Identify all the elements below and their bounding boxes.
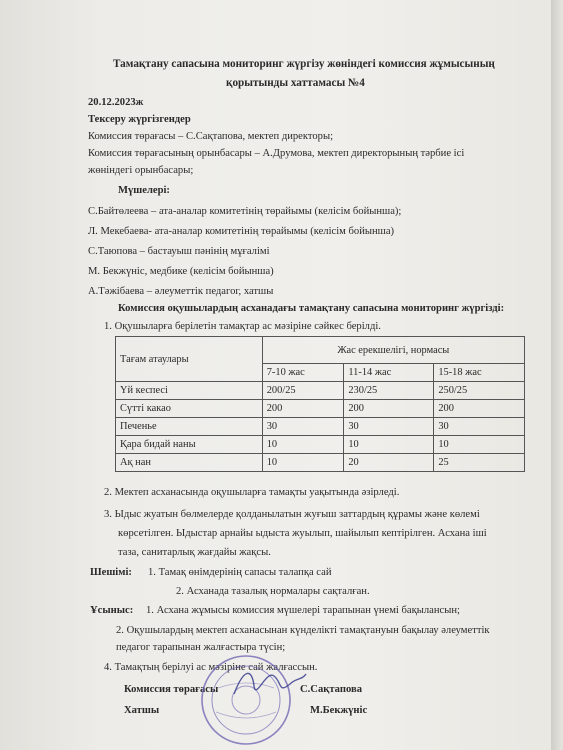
signature-chair-label: Комиссия төрағасы — [124, 684, 219, 695]
list-item-3-line-1: 3. Ыдыс жуатын бөлмелерде қолданылатын жуғыш заттардың құрамы және көлемі — [104, 509, 480, 520]
list-item-3-line-2: көрсетілген. Ыдыстар арнайы ыдыста жуылып, шайылып кептірілген. Асхана іші — [118, 528, 487, 539]
list-item-3-line-3: таза, санитарлық жағдайы жақсы. — [118, 547, 271, 558]
norm-cell: 30 — [344, 418, 434, 436]
norm-cell: 10 — [262, 454, 344, 472]
dish-name-cell: Үй кеспесі — [116, 382, 263, 400]
dish-name-cell: Сүтті какао — [116, 400, 263, 418]
proposal-item-2-line-2: педагог тарапынан жалғастыра түсін; — [116, 642, 286, 653]
age-group-cell: 7-10 жас — [262, 364, 344, 382]
list-item-1: 1. Оқушыларға берілетін тамақтар ас мәзіріне сәйкес берілді. — [104, 321, 381, 332]
list-item-2: 2. Мектеп асханасында оқушыларға тамақты уақытында әзірледі. — [104, 487, 400, 498]
norm-cell: 10 — [344, 436, 434, 454]
norm-cell: 10 — [434, 436, 525, 454]
table-header-row — [116, 337, 525, 364]
protocol-date: 20.12.2023ж — [88, 97, 144, 108]
norm-cell: 200 — [344, 400, 434, 418]
signature-secretary-label: Хатшы — [124, 705, 160, 716]
age-group-cell: 15-18 жас — [434, 364, 525, 382]
age-group-cell: 11-14 жас — [344, 364, 434, 382]
norm-cell: 30 — [434, 418, 525, 436]
proposal-item-2-line-1: 2. Оқушылардың мектеп асханасынан күнделікті тамақтануын бақылау әлеуметтік — [116, 625, 490, 636]
inspectors-heading: Тексеру жүргізгендер — [88, 114, 191, 125]
table-row — [116, 382, 525, 400]
decision-label: Шешімі: — [90, 567, 132, 578]
deputy-line-1: Комиссия төрағасының орынбасары – А.Друмова, мектеп директорының тәрбие ісі — [88, 148, 465, 159]
document-title-line-1: Тамақтану сапасына мониторинг жүргізу жөніндегі комиссия жұмысының — [113, 58, 495, 70]
norm-cell: 200 — [434, 400, 525, 418]
decision-item-2: 2. Асханада тазалық нормалары сақталған. — [176, 586, 370, 597]
proposal-item-1: 1. Асхана жұмысы комиссия мүшелері тарапынан үнемі бақылансын; — [146, 605, 460, 616]
table-header-age-norm: Жас ерекшелігі, нормасы — [262, 337, 524, 364]
signature-chair-name: С.Сақтапова — [300, 684, 362, 695]
table-row — [116, 436, 525, 454]
norm-cell: 200 — [262, 400, 344, 418]
table-row — [116, 454, 525, 472]
table-header-dish: Тағам атаулары — [116, 337, 263, 382]
page-edge — [551, 0, 563, 750]
norm-cell: 230/25 — [344, 382, 434, 400]
norm-cell: 30 — [262, 418, 344, 436]
handwritten-signature — [230, 664, 310, 704]
member-line: А.Тәжібаева – әлеуметтік педагог, хатшы — [88, 286, 274, 297]
member-line: С.Байтөлеева – ата-аналар комитетінің төрайымы (келісім бойынша); — [88, 206, 402, 217]
member-line: Л. Мекебаева- ата-аналар комитетінің төрайымы (келісім бойынша) — [88, 226, 395, 237]
dish-name-cell: Печенье — [116, 418, 263, 436]
norm-cell: 10 — [262, 436, 344, 454]
document-title-line-2: қорытынды хаттамасы №4 — [226, 77, 365, 89]
norm-cell: 25 — [434, 454, 525, 472]
table-row — [116, 418, 525, 436]
norm-cell: 20 — [344, 454, 434, 472]
member-line: М. Бекжүніс, медбике (келісім бойынша) — [88, 266, 274, 277]
members-heading: Мүшелері: — [118, 185, 170, 196]
signature-secretary-name: М.Бекжүніс — [310, 705, 368, 716]
proposal-label: Ұсыныс: — [90, 605, 134, 616]
proposal-item-4: 4. Тамақтың берілуі ас мәзіріне сай жалғассын. — [104, 662, 318, 673]
chair-line: Комиссия төрағасы – С.Сақтапова, мектеп директоры; — [88, 131, 334, 142]
table-row — [116, 400, 525, 418]
deputy-line-2: жөніндегі орынбасары; — [88, 165, 194, 176]
norm-cell: 250/25 — [434, 382, 525, 400]
norm-cell: 200/25 — [262, 382, 344, 400]
dish-name-cell: Ақ нан — [116, 454, 263, 472]
section-heading: Комиссия оқушылардың асханадағы тамақтану сапасына мониторинг жүргізді: — [118, 303, 505, 314]
dish-name-cell: Қара бидай наны — [116, 436, 263, 454]
food-norms-table — [115, 336, 525, 472]
member-line: С.Таюпова – бастауыш пәнінің мұғалімі — [88, 246, 270, 257]
decision-item-1: 1. Тамақ өнімдерінің сапасы талапқа сай — [148, 567, 332, 578]
